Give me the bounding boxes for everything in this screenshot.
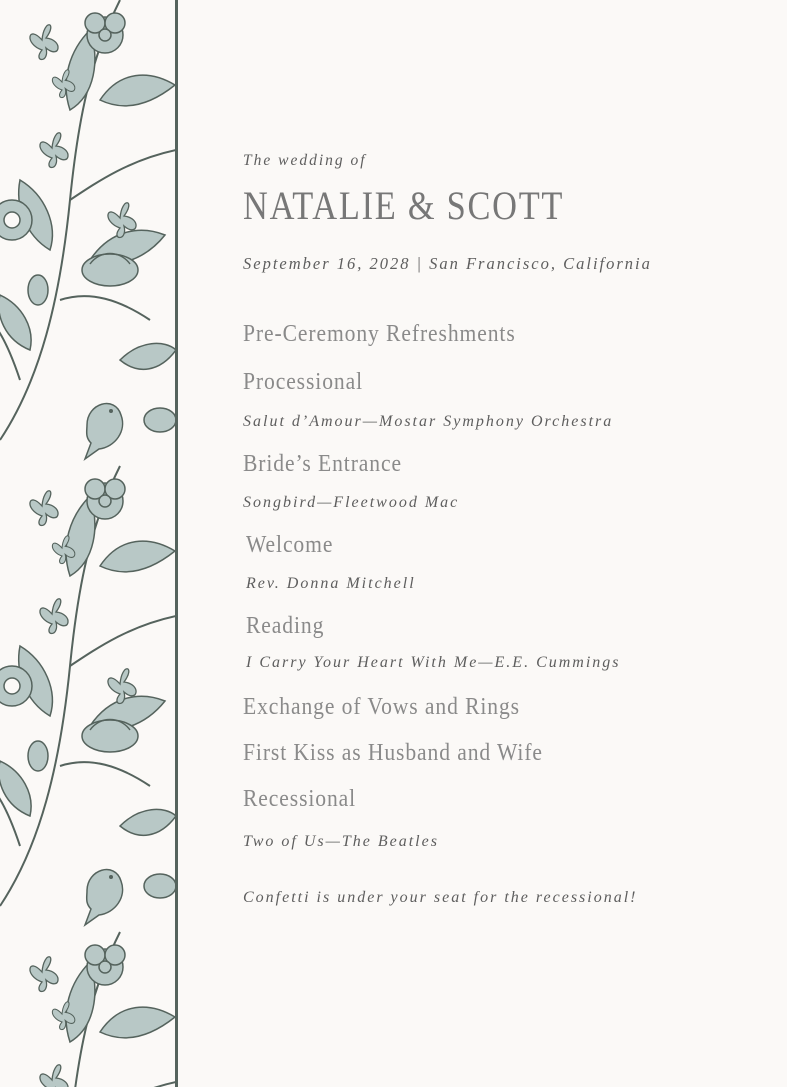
program-heading: Recessional: [243, 786, 357, 812]
floral-pattern-icon: [0, 0, 176, 1087]
closing-note: Confetti is under your seat for the recessional!: [243, 889, 638, 906]
program-heading: Processional: [243, 369, 363, 395]
date-separator: |: [416, 254, 424, 273]
program-detail: Two of Us—The Beatles: [243, 833, 439, 850]
program-heading: Welcome: [246, 532, 334, 558]
program-heading: Bride’s Entrance: [243, 451, 402, 477]
program-heading: Reading: [246, 613, 325, 639]
program-heading: Pre-Ceremony Refreshments: [243, 321, 516, 347]
intro-text: The wedding of: [243, 152, 367, 169]
event-location: San Francisco, California: [429, 254, 652, 273]
program-detail: Songbird—Fleetwood Mac: [243, 494, 460, 511]
program-detail: I Carry Your Heart With Me—E.E. Cummings: [246, 654, 621, 671]
program-heading: Exchange of Vows and Rings: [243, 694, 520, 720]
event-date: September 16, 2028: [243, 254, 411, 273]
couple-names: NATALIE & SCOTT: [243, 183, 565, 228]
program-detail: Rev. Donna Mitchell: [246, 575, 416, 592]
program-detail: Salut d’Amour—Mostar Symphony Orchestra: [243, 413, 614, 430]
border-divider: [175, 0, 178, 1087]
program-heading: First Kiss as Husband and Wife: [243, 740, 543, 766]
date-location-line: [243, 254, 652, 274]
floral-border: [0, 0, 176, 1087]
